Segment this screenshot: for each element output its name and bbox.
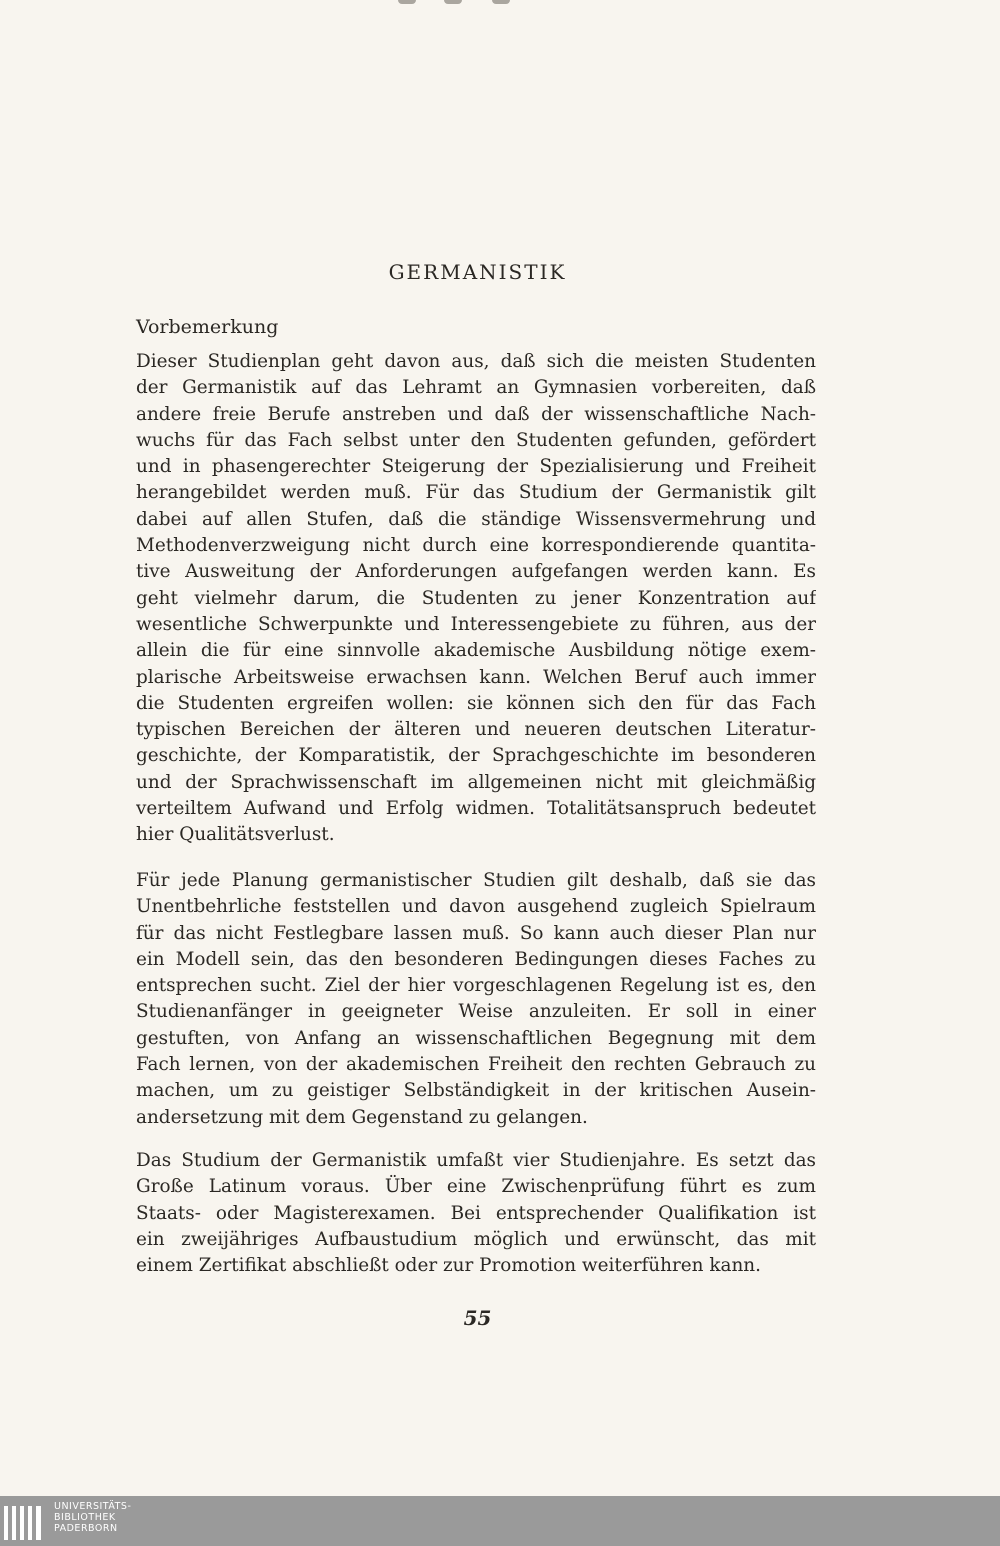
text-line: Methodenverzweigung nicht durch eine korrespondierende quantita- [136,535,816,557]
text-line: entsprechen sucht. Ziel der hier vorgeschlagenen Regelung ist es, den [136,975,816,997]
text-line: andersetzung mit dem Gegenstand zu gelangen. [136,1106,588,1128]
text-line: machen, um zu geistiger Selbständigkeit in der kritischen Ausein- [136,1080,816,1102]
text-line: Dieser Studienplan geht davon aus, daß sich die meisten Studenten [136,351,816,372]
text-line: gestuften, von Anfang an wissenschaftlichen Begegnung mit dem [136,1027,816,1049]
text-line: tive Ausweitung der Anforderungen aufgefangen werden kann. Es [136,561,816,583]
page-title: GERMANISTIK [388,260,567,284]
paragraph-2 [136,868,816,1131]
text-line: wuchs für das Fach selbst unter den Studenten gefunden, gefördert [136,429,816,451]
binding-mark [492,0,510,4]
text-line: Das Studium der Germanistik umfaßt vier Studienjahre. Es setzt das [136,1150,816,1171]
text-line: und der Sprachwissenschaft im allgemeinen nicht mit gleichmäßig [136,771,816,793]
paragraph-3 [136,1148,816,1279]
text-line: wesentliche Schwerpunkte und Interessengebiete zu führen, aus der [136,613,816,635]
binding-mark [444,0,462,4]
section-heading: Vorbemerkung [136,316,279,338]
binding-marks [390,0,530,8]
text-line: verteiltem Aufwand und Erfolg widmen. Totalitätsanspruch bedeutet [136,798,816,820]
text-line: andere freie Berufe anstreben und daß der wissenschaftliche Nach- [136,403,816,425]
text-line: allein die für eine sinnvolle akademische Ausbildung nötige exem- [136,640,816,662]
text-line: und in phasengerechter Steigerung der Spezialisierung und Freiheit [136,456,816,478]
library-name-line: UNIVERSITÄTS- [54,1501,132,1512]
text-line: plarische Arbeitsweise erwachsen kann. Welchen Beruf auch immer [136,666,816,688]
text-line: typischen Bereichen der älteren und neueren deutschen Literatur- [136,719,816,741]
text-line: ein Modell sein, das den besonderen Bedingungen dieses Faches zu [136,948,816,970]
text-line: der Germanistik auf das Lehramt an Gymnasien vorbereiten, daß [136,377,816,399]
text-line: für das nicht Festlegbare lassen muß. So kann auch dieser Plan nur [136,922,816,944]
text-line: geschichte, der Komparatistik, der Sprachgeschichte im besonderen [136,745,816,767]
text-line: geht vielmehr darum, die Studenten zu jener Konzentration auf [136,587,816,609]
text-line: Staats- oder Magisterexamen. Bei entsprechender Qualifikation ist [136,1202,816,1224]
library-name [54,1501,131,1534]
text-line: Fach lernen, von der akademischen Freiheit den rechten Gebrauch zu [136,1054,816,1076]
text-line: einem Zertifikat abschließt oder zur Promotion weiterführen kann. [136,1255,761,1277]
library-name-line: PADERBORN [54,1523,118,1534]
text-line: die Studenten ergreifen wollen: sie können sich den für das Fach [136,692,816,714]
library-footer [0,1496,1000,1546]
text-line: hier Qualitätsverlust. [136,824,335,846]
text-line: Studienanfänger in geeigneter Weise anzuleiten. Er soll in einer [136,1001,816,1023]
library-name-line: BIBLIOTHEK [54,1512,116,1523]
paragraph-1 [136,349,816,849]
text-line: ein zweijähriges Aufbaustudium möglich und erwünscht, das mit [136,1228,816,1250]
library-barcode-logo-icon [0,1502,46,1542]
text-line: Für jede Planung germanistischer Studien gilt deshalb, daß sie das [136,870,816,891]
binding-mark [398,0,416,4]
text-line: herangebildet werden muß. Für das Studium der Germanistik gilt [136,482,816,504]
text-line: dabei auf allen Stufen, daß die ständige Wissensvermehrung und [136,508,816,530]
text-line: Unentbehrliche feststellen und davon ausgehend zugleich Spielraum [136,896,816,918]
text-line: Große Latinum voraus. Über eine Zwischenprüfung führt es zum [136,1176,816,1198]
page-number: 55 [463,1306,492,1330]
